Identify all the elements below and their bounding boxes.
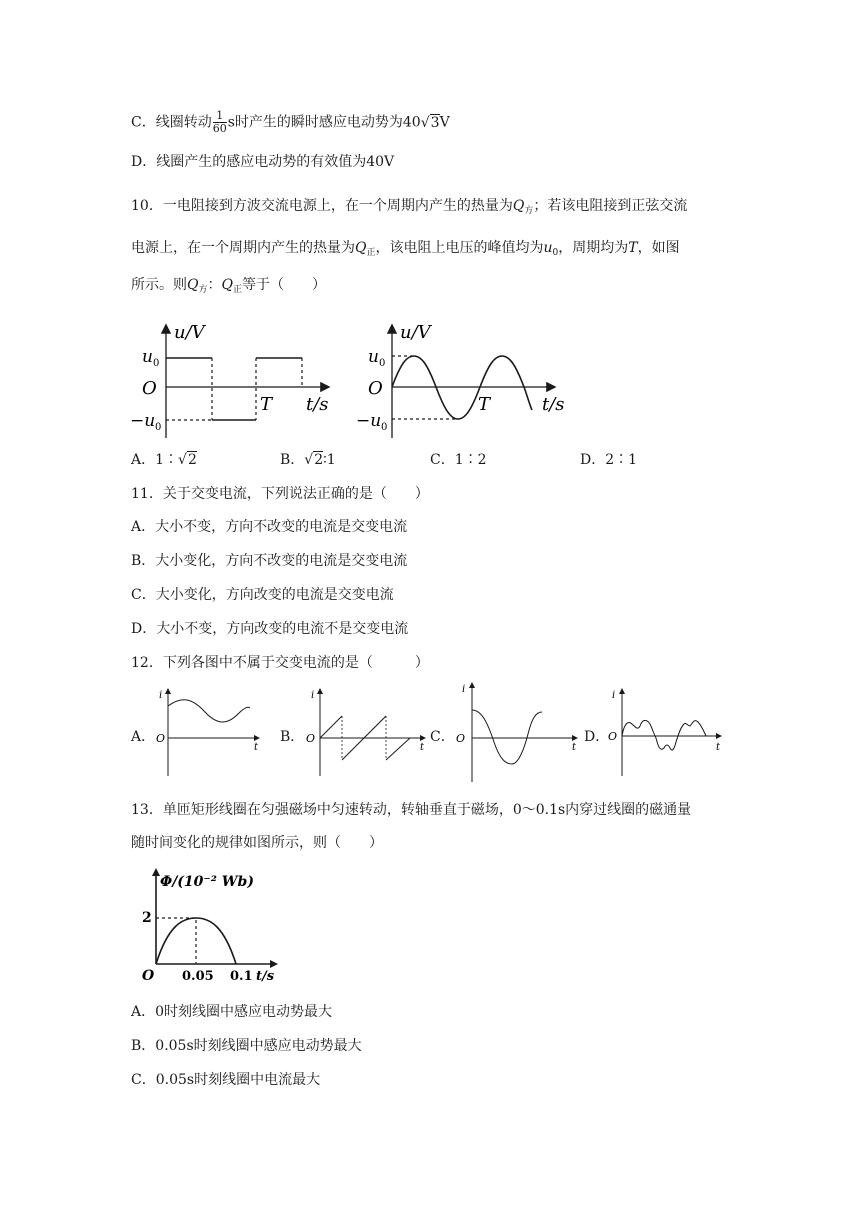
text: 所示。则 xyxy=(131,277,187,293)
axis-i: i xyxy=(462,684,466,695)
square-wave-dashes xyxy=(166,358,302,420)
symbol-t: T xyxy=(628,240,638,256)
q10-stem-line3 xyxy=(131,275,326,300)
x-axis-label: t/s xyxy=(256,969,275,984)
q11-option-c: C．大小变化，方向改变的电流是交变电流 xyxy=(131,587,394,603)
y-axis-label: Φ/(10⁻² Wb) xyxy=(160,874,254,890)
q13-option-b: B．0.05s时刻线圈中感应电动势最大 xyxy=(131,1038,362,1054)
neg-u0-sub: 0 xyxy=(155,422,162,433)
q9-option-c-unit: V xyxy=(439,114,450,131)
text: B． xyxy=(280,452,305,468)
q11-option-a: A．大小不变，方向不改变的电流是交变电流 xyxy=(131,519,408,535)
symbol-q: Q xyxy=(187,277,199,293)
sqrt-expression: √3 xyxy=(420,114,440,131)
sqrt-radicand: 2 xyxy=(187,452,197,468)
neg-u0-label: −u xyxy=(356,411,382,431)
q10-square-wave-graph xyxy=(128,318,338,440)
text: A．1∶ xyxy=(131,452,179,468)
sqrt-expression: √2 xyxy=(178,452,197,468)
q13-option-a: A．0时刻线圈中感应电动势最大 xyxy=(131,1004,333,1020)
sine-curve xyxy=(472,710,542,764)
q11-option-b: B．大小变化，方向不改变的电流是交变电流 xyxy=(131,553,408,569)
origin-label: O xyxy=(142,968,155,984)
symbol-q: Q xyxy=(221,277,233,293)
q9-option-c xyxy=(131,110,450,135)
q12-graph-a xyxy=(150,686,262,778)
q9-option-c-middle: s时产生的瞬时感应电动势为40 xyxy=(227,114,421,131)
axis-t: t xyxy=(572,742,577,753)
sqrt-radicand: 2 xyxy=(314,452,324,468)
u0-label: u xyxy=(368,347,379,367)
q10-option-a xyxy=(131,450,197,470)
u0-label: u xyxy=(142,347,153,367)
text: 电源上，在一个周期内产生的热量为 xyxy=(131,240,355,256)
origin: O xyxy=(306,732,316,745)
fraction-denominator: 60 xyxy=(212,122,227,135)
text: ，该电阻上电压的峰值均为 xyxy=(375,240,544,256)
q13-stem-line2: 随时间变化的规律如图所示，则（ ） xyxy=(131,835,383,851)
x-axis-label: t/s xyxy=(306,394,329,415)
q11-option-d: D．大小不变，方向改变的电流不是交变电流 xyxy=(131,621,409,637)
text: 等于（ ） xyxy=(242,277,326,293)
symbol-q: Q xyxy=(512,198,525,214)
axis-i: i xyxy=(159,690,163,701)
t-0-05-label: 0.05 xyxy=(182,969,214,984)
text: 10．一电阻接到方波交流电源上，在一个周期内产生的热量为 xyxy=(131,198,513,214)
u0-sub: 0 xyxy=(153,358,160,369)
text: ∶1 xyxy=(323,452,336,468)
x-axis-label: t/s xyxy=(542,394,565,415)
t-0-1-label: 0.1 xyxy=(230,969,253,984)
subscript: 方 xyxy=(524,206,534,216)
square-wave xyxy=(166,358,302,420)
q12-stem: 12．下列各图中不属于交变电流的是（ ） xyxy=(131,655,429,671)
subscript: 正 xyxy=(366,248,376,258)
fraction-numerator: 1 xyxy=(213,110,227,123)
wavy-curve xyxy=(622,720,706,750)
subscript: 正 xyxy=(232,285,242,295)
curve xyxy=(168,700,250,722)
u0-sub: 0 xyxy=(379,358,386,369)
q12-graph-b xyxy=(300,686,432,778)
q10-option-d: D．2∶1 xyxy=(580,452,638,468)
sqrt-radicand: 3 xyxy=(430,114,440,131)
neg-u0-sub: 0 xyxy=(381,422,388,433)
peak-label: 2 xyxy=(142,910,152,926)
sqrt-expression: √2 xyxy=(304,452,324,468)
text: ： xyxy=(207,277,222,293)
origin-label: O xyxy=(142,378,157,399)
origin-label: O xyxy=(368,378,383,399)
axis-i: i xyxy=(612,690,616,701)
q10-stem-line2 xyxy=(131,238,680,263)
symbol-u: u xyxy=(543,240,553,256)
q13-stem-line1: 13．单匝矩形线圈在匀强磁场中匀速转动，转轴垂直于磁场，0～0.1s内穿过线圈的磁通量 xyxy=(131,802,692,818)
fraction xyxy=(213,110,227,135)
q9-option-c-prefix: C．线圈转动 xyxy=(131,114,212,131)
q10-option-c: C．1∶2 xyxy=(430,452,487,468)
q9-option-d: D．线圈产生的感应电动势的有效值为40V xyxy=(131,154,395,170)
period-label: T xyxy=(260,394,273,415)
text: ；若该电阻接到正弦交流 xyxy=(533,198,688,214)
origin: O xyxy=(156,732,166,745)
symbol-q: Q xyxy=(355,240,367,256)
origin: O xyxy=(456,732,466,745)
q12-graph-d xyxy=(600,686,728,778)
origin: O xyxy=(608,730,618,743)
axis-i: i xyxy=(311,690,315,701)
q12-label-c: C． xyxy=(430,729,455,745)
text: ，如图 xyxy=(637,240,680,256)
q10-option-b xyxy=(280,450,336,470)
text: ，周期均为 xyxy=(558,240,629,256)
q11-stem: 11．关于交变电流，下列说法正确的是（ ） xyxy=(131,486,429,502)
y-axis-label: u/V xyxy=(174,322,205,343)
y-axis-label: u/V xyxy=(400,322,431,343)
axis-t: t xyxy=(420,742,425,753)
subscript: 方 xyxy=(198,285,208,295)
axis-t: t xyxy=(716,742,721,753)
peak-dashes xyxy=(156,918,196,964)
q10-stem-line1 xyxy=(131,196,687,221)
q12-label-a: A． xyxy=(131,729,156,745)
q13-flux-graph xyxy=(136,866,286,984)
period-label: T xyxy=(478,394,491,415)
q13-option-c: C．0.05s时刻线圈中电流最大 xyxy=(131,1072,321,1088)
q10-sine-wave-graph xyxy=(354,318,570,440)
neg-u0-label: −u xyxy=(130,411,156,431)
q12-label-d: D． xyxy=(584,729,610,745)
axis-t: t xyxy=(254,742,259,753)
subscript: 0 xyxy=(552,248,559,258)
q12-label-b: B． xyxy=(280,729,305,745)
q12-graph-c xyxy=(448,680,582,784)
